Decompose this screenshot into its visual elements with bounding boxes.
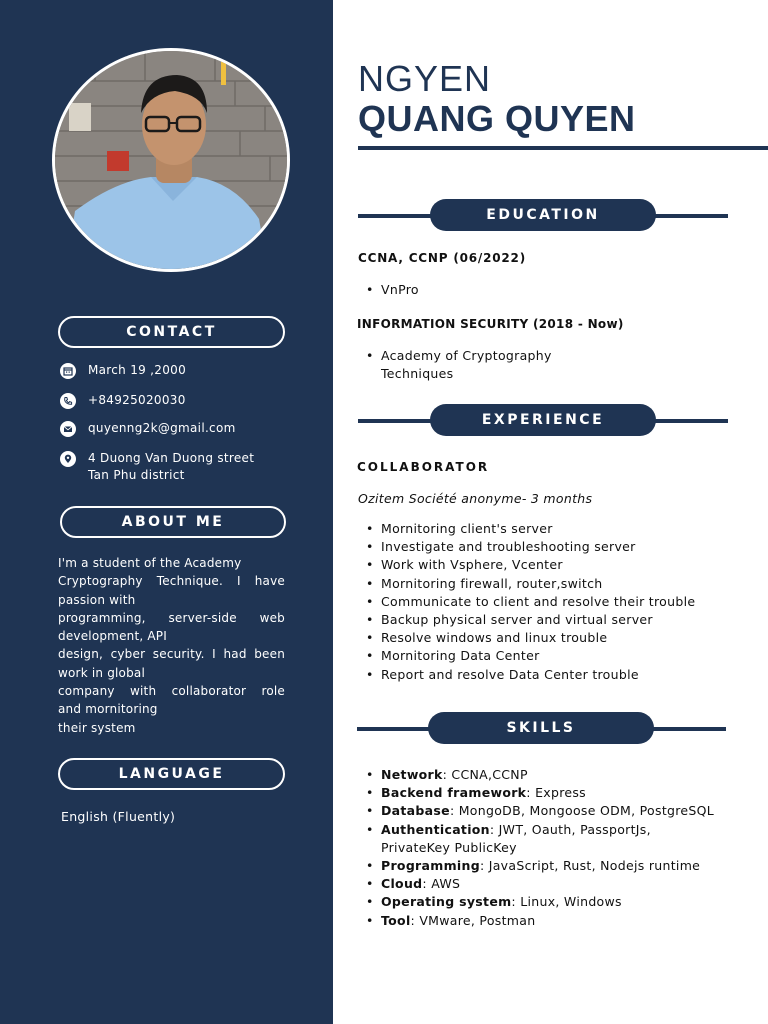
skill-item	[366, 784, 714, 802]
contact-address	[60, 450, 310, 484]
language-heading	[58, 758, 285, 790]
skill-value: : MongoDB, Mongoose ODM, PostgreSQL	[449, 803, 715, 819]
contact-heading	[58, 316, 285, 348]
email-icon	[60, 421, 76, 437]
education-entry-list	[366, 347, 552, 383]
list-item: • Mornitoring firewall, router,switch	[366, 575, 695, 593]
education-entry-heading: CCNA, CCNP (06/2022)	[358, 251, 526, 265]
sidebar	[0, 0, 333, 1024]
list-item: • VnPro	[366, 281, 419, 299]
skill-item	[366, 912, 714, 930]
about-line: their system	[58, 720, 136, 735]
education-entry-heading: INFORMATION SECURITY (2018 - Now)	[357, 317, 624, 331]
about-line: programming, server-side web	[58, 610, 285, 625]
about-line: passion with	[58, 592, 136, 607]
experience-heading	[430, 404, 656, 436]
profile-photo	[52, 48, 290, 272]
skill-value: : Express	[526, 785, 586, 801]
location-icon	[60, 451, 76, 467]
skill-item	[366, 857, 714, 875]
skills-heading-label: SKILLS	[506, 720, 576, 736]
list-item-line: Techniques	[381, 366, 454, 382]
about-line: work in global	[58, 665, 146, 680]
education-heading	[430, 199, 656, 231]
skill-label: Operating system	[381, 894, 512, 910]
skill-item	[366, 766, 714, 784]
skills-list	[366, 766, 714, 930]
last-name: QUANG QUYEN	[358, 98, 636, 139]
profile-photo-illustration	[55, 51, 290, 272]
skill-value: : JWT, Oauth, PassportJs,	[489, 821, 651, 837]
skill-label: Network	[381, 767, 443, 782]
skill-label: Database	[381, 803, 450, 819]
about-heading-label: ABOUT ME	[121, 514, 225, 530]
list-item: • Resolve windows and linux trouble	[366, 629, 695, 647]
phone-icon	[60, 393, 76, 409]
list-item-line: • Academy of Cryptography	[381, 348, 552, 363]
about-text	[58, 554, 285, 737]
contact-birthday	[60, 362, 310, 379]
skill-label: Tool	[381, 912, 411, 928]
about-heading	[60, 506, 286, 538]
experience-company: Ozitem Société anonyme- 3 months	[358, 491, 593, 506]
list-item: • Investigate and troubleshooting server	[366, 538, 695, 556]
skill-label: Authentication	[381, 821, 490, 837]
skill-value: : CCNA,CCNP	[442, 767, 528, 782]
contact-email	[60, 420, 310, 437]
about-line: design, cyber security. I had been	[58, 647, 285, 662]
skill-item	[366, 875, 714, 893]
list-item: • Communicate to client and resolve their trouble	[366, 593, 695, 611]
experience-list	[366, 520, 695, 684]
list-item: • Report and resolve Data Center trouble	[366, 666, 695, 684]
education-heading-label: EDUCATION	[486, 207, 600, 223]
list-item: • Work with Vsphere, Vcenter	[366, 556, 695, 574]
name-divider	[358, 146, 768, 150]
list-item: • Mornitoring client's server	[366, 520, 695, 538]
about-line: Cryptography Technique. I have	[58, 574, 285, 589]
first-name: NGYEN	[358, 58, 492, 99]
skill-item	[366, 893, 714, 911]
contact-address-text	[88, 450, 254, 484]
skill-item	[366, 802, 714, 820]
list-item: • Mornitoring Data Center	[366, 647, 695, 665]
language-value: English (Fluently)	[61, 809, 176, 824]
contact-heading-label: CONTACT	[126, 324, 217, 340]
address-line-2: Tan Phu district	[88, 468, 185, 482]
skill-value: : VMware, Postman	[410, 912, 536, 928]
skills-heading	[428, 712, 654, 744]
skill-label: Programming	[381, 858, 480, 874]
skill-value: : Linux, Windows	[511, 894, 622, 910]
skill-label: Cloud	[381, 876, 423, 892]
skill-item	[366, 821, 714, 857]
skill-value: : AWS	[422, 876, 461, 892]
experience-role: COLLABORATOR	[357, 460, 490, 474]
about-line: company with collaborator role	[58, 684, 285, 699]
about-line: development, API	[58, 629, 167, 644]
contact-phone	[60, 392, 310, 409]
about-line: and mornitoring	[58, 702, 158, 717]
experience-heading-label: EXPERIENCE	[481, 412, 605, 428]
skill-value: : JavaScript, Rust, Nodejs runtime	[479, 858, 701, 874]
contact-birthday-text: March 19 ,2000	[88, 363, 187, 377]
address-line-1: 4 Duong Van Duong street	[88, 451, 255, 465]
list-item	[366, 347, 552, 383]
skill-value-continued: PrivateKey PublicKey	[381, 839, 517, 855]
skill-label: Backend framework	[381, 785, 527, 801]
language-heading-label: LANGUAGE	[118, 766, 225, 782]
contact-phone-text: +84925020030	[88, 393, 186, 407]
list-item: • Backup physical server and virtual server	[366, 611, 695, 629]
calendar-icon	[60, 363, 76, 379]
contact-email-text[interactable]: quyenng2k@gmail.com	[88, 421, 236, 435]
education-entry-list	[366, 281, 419, 299]
about-line: I'm a student of the Academy	[58, 556, 242, 570]
